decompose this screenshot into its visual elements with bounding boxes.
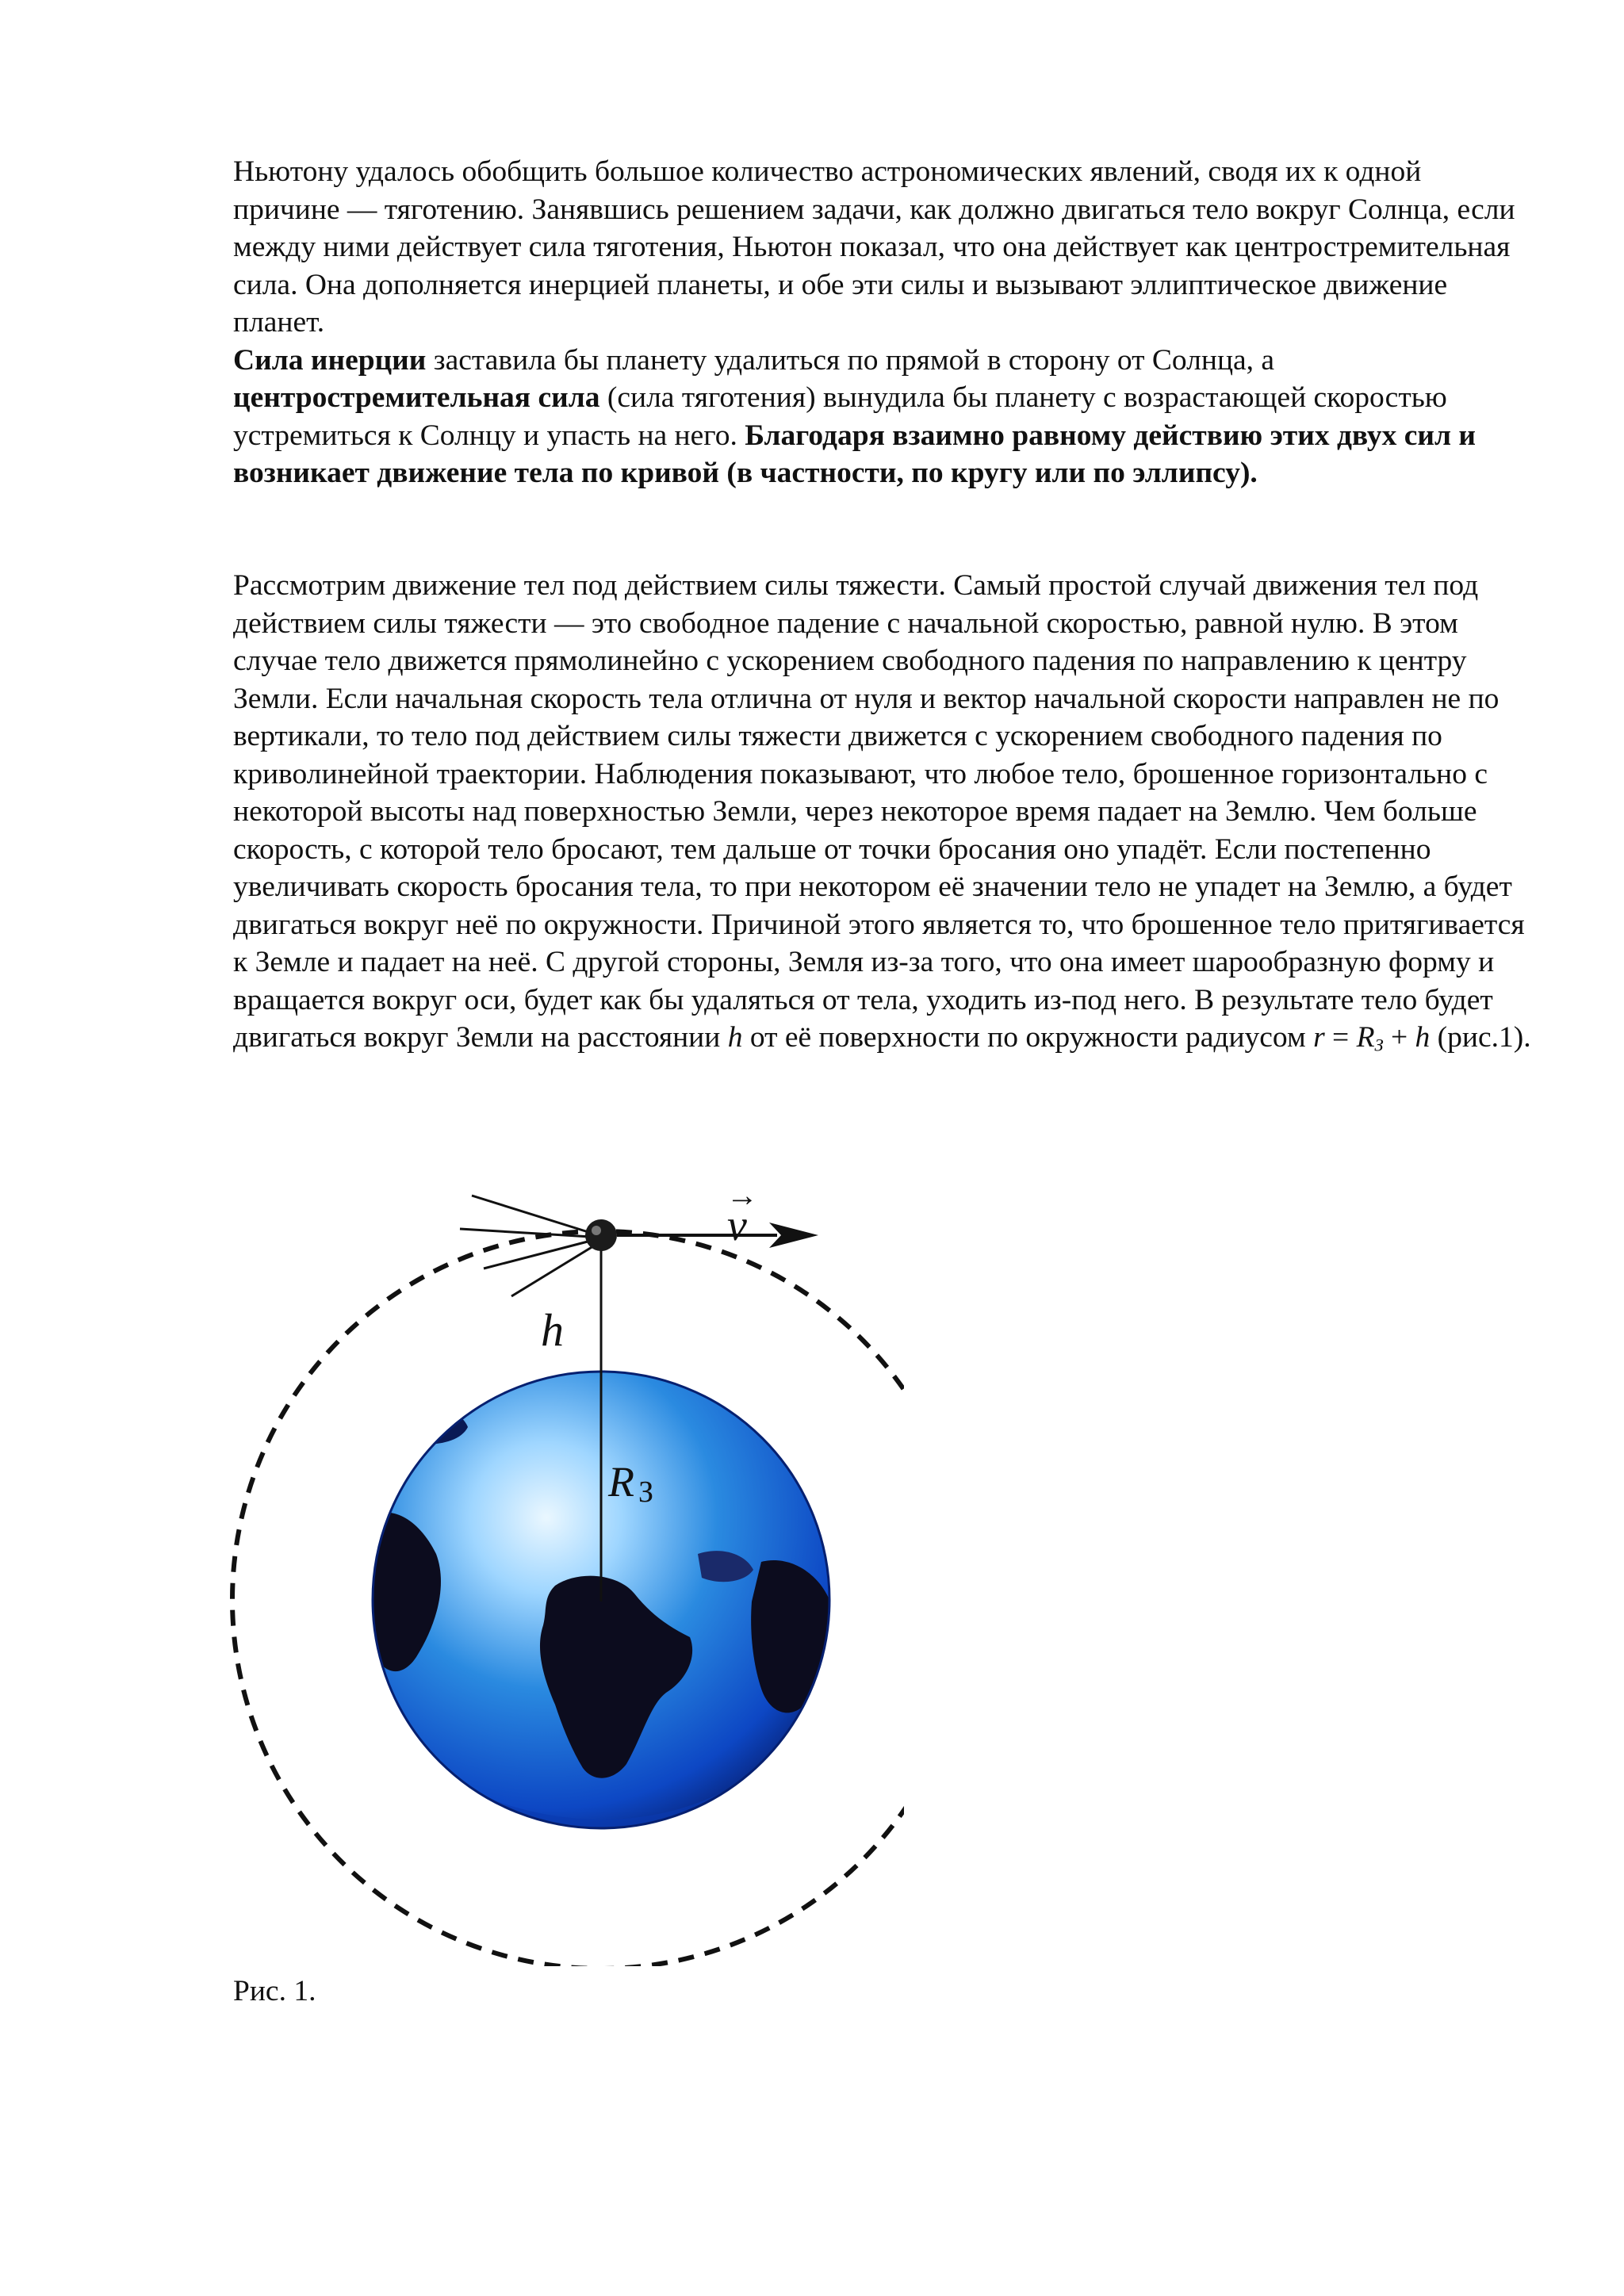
formula-r: r xyxy=(1313,1021,1325,1054)
variable-h: h xyxy=(727,1021,743,1054)
orbit-radius-formula xyxy=(1313,1021,1430,1054)
earth-radius-subscript: З xyxy=(638,1475,654,1509)
term-inertia: Сила инерции xyxy=(233,343,427,377)
conclusion-bold: Благодаря взаимно равному действию этих двух сил и возникает движение тела по кривой (в частности, по кругу или по эллипсу). xyxy=(233,419,1477,489)
figure-orbit-diagram xyxy=(222,1177,904,1966)
paragraph-gravity-text-end: (рис.1). xyxy=(1430,1021,1531,1054)
formula-h: h xyxy=(1415,1021,1431,1054)
formula-R: R xyxy=(1356,1021,1375,1054)
formula-plus: + xyxy=(1383,1021,1415,1054)
earth-globe xyxy=(373,1372,833,1831)
formula-R-subscript: З xyxy=(1374,1035,1384,1055)
paragraph-gravity-motion xyxy=(233,567,1534,1057)
formula-equals: = xyxy=(1324,1021,1357,1054)
satellite xyxy=(460,1196,617,1296)
term-centripetal: центростремительная сила xyxy=(233,381,600,414)
height-label: h xyxy=(541,1304,564,1356)
figure-caption: Рис. 1. xyxy=(233,1975,316,2007)
paragraph-newton xyxy=(233,153,1534,492)
text-after-inertia: заставила бы планету удалиться по прямой в сторону от Солнца, а xyxy=(426,343,1275,377)
paragraph-gravity-text-mid: от её поверхности по окружности радиусом xyxy=(742,1021,1314,1054)
velocity-label: v xyxy=(727,1201,747,1250)
paragraph-gravity-text: Рассмотрим движение тел под действием силы тяжести. Самый простой случай движения тел под действием силы тяжести — это свободное падение с начальной скоростью, равной нулю. В этом случае тело движется прямолинейно с ускорением свободного падения по направлению к центру Земли. Если начальная скорость тела отлична от нуля и вектор начальной скорости направлен не по вертикали, то тело под действием силы тяжести движется с ускорением свободного падения по криволинейной траектории. Наблюдения показывают, что любое тело, брошенное горизонтально с некоторой высоты над поверхностью Земли, через некоторое время падает на Землю. Чем больше скорость, с которой тело бросают, тем дальше от точки бросания оно упадёт. Если постепенно увеличивать скорость бросания тела, то при некотором её значении тело не упадет на Землю, а будет двигаться вокруг неё по окружности. Причиной этого является то, что брошенное тело притягивается к Земле и падает на неё. С другой стороны, Земля из-за того, что она имеет шарообразную форму и вращается вокруг оси, будет как бы удаляться от тела, уходить из-под него. В результате тело будет двигаться вокруг Земли на расстоянии xyxy=(233,569,1525,1054)
orbit-diagram-svg xyxy=(222,1181,904,1966)
text-after-centripetal: (сила тяготения) вынудила бы планету с возрастающей скоростью устремиться к Солнцу и упасть на него. xyxy=(233,381,1447,452)
paragraph-newton-intro: Ньютону удалось обобщить большое количество астрономических явлений, сводя их к одной причине — тяготению. Занявшись решением задачи, как должно двигаться тело вокруг Солнца, если между ними действует сила тяготения, Ньютон показал, что она действует как центростремительная сила. Она дополняется инерцией планеты, и обе эти силы и вызывают эллиптическое движение планет. xyxy=(233,155,1515,339)
earth-radius-label: R xyxy=(608,1458,634,1506)
velocity-arrow-symbol: → xyxy=(726,1177,758,1213)
velocity-vector xyxy=(617,1223,818,1248)
